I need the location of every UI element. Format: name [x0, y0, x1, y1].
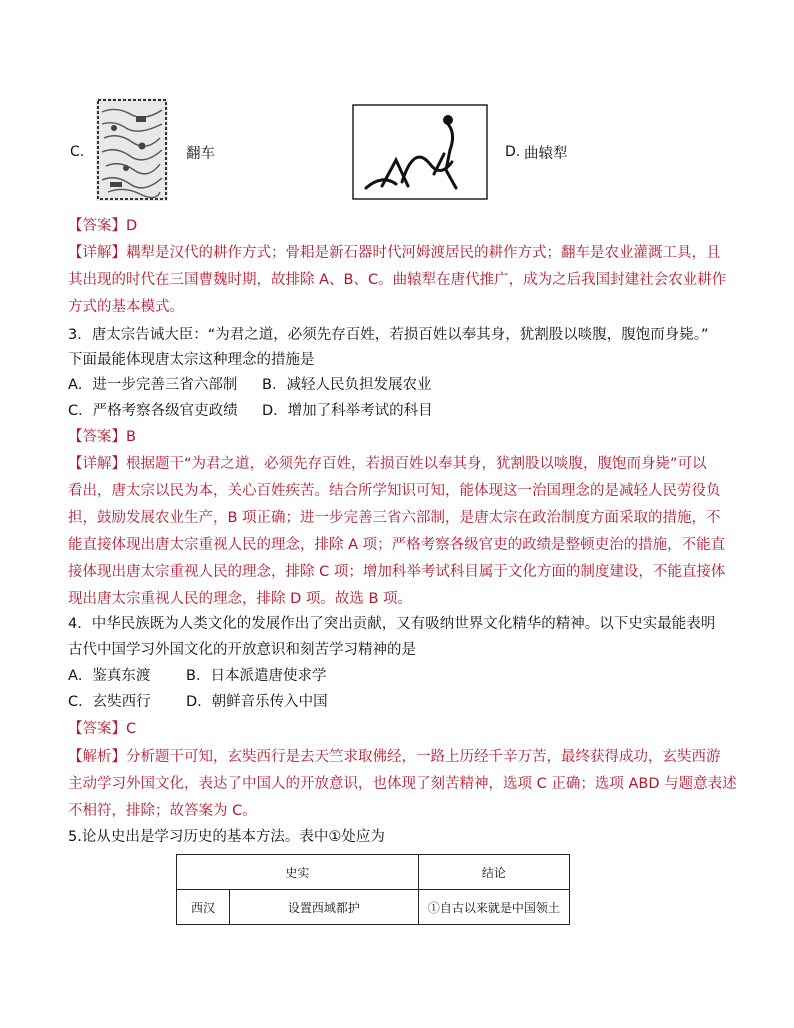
q2-explanation-line-1: [68, 240, 721, 266]
q3-stem-line-1: 3．唐太宗告诫大臣：“为君之道，必须先存百姓，若损百姓以奉其身，犹割股以啖腹，腹饱而身毙。”: [68, 327, 709, 343]
table-cell-dynasty: 西汉: [177, 890, 230, 925]
q3-stem-line-2: 下面最能体现唐太宗这种理念的措施是: [68, 352, 315, 368]
q4-explanation-line-2: 主动学习外国文化，表达了中国人的开放意识，也体现了刻苦精神，选项 C 正确；选项 ABD 与题意表述: [68, 776, 737, 792]
q3-explanation-line-6: 现出唐太宗重视人民的理念，排除 D 项。故选 B 项。: [68, 591, 413, 607]
q2-explanation-line-3: 方式的基本模式。: [68, 299, 184, 315]
q2-explanation-line-2: 其出现的时代在三国曹魏时期，故排除 A、B、C。曲辕犁在唐代推广，成为之后我国封建社会农业耕作: [68, 272, 727, 288]
q4-option-a: A．鉴真东渡: [68, 668, 151, 684]
q4-explanation-line-1: [68, 744, 721, 770]
q4-stem-line-2: 古代中国学习外国文化的开放意识和刻苦学习精神的是: [68, 642, 416, 658]
q3-explanation-line-1: [68, 451, 707, 477]
option-d-text: 曲辕犁: [524, 146, 568, 162]
q3-explanation-line-2: 看出，唐太宗以民为本，关心百姓疾苦。结合所学知识可知，能体现这一治国理念的是减轻人民劳役负: [68, 483, 721, 499]
q4-option-c: C．玄奘西行: [68, 694, 151, 710]
curved-plow-image: [352, 104, 488, 200]
q2-explanation-text: 耦犁是汉代的耕作方式；骨耜是新石器时代河姆渡居民的耕作方式；翻车是农业灌溉工具，且: [126, 245, 721, 261]
q3-answer: 【答案】B: [68, 429, 136, 445]
option-c-text: 翻车: [186, 146, 215, 162]
q4-stem-line-1: 4．中华民族既为人类文化的发展作出了突出贡献，又有吸纳世界文化精华的精神。以下史实最能表明: [68, 616, 716, 632]
history-table: [176, 854, 570, 925]
q5-stem: 5.论从史出是学习历史的基本方法。表中①处应为: [68, 829, 385, 845]
waterwheel-image: [96, 98, 168, 201]
q3-explanation-line-4: 能直接体现出唐太宗重视人民的理念，排除 A 项；严格考察各级官吏的政绩是整顿吏治的措施，不能直: [68, 537, 726, 553]
q2-answer: 【答案】D: [68, 218, 138, 234]
q3-explanation-label: 【详解】: [68, 456, 126, 472]
table-cell-conclusion: ①自古以来就是中国领土: [418, 890, 569, 925]
option-d-letter: D.: [505, 144, 521, 160]
table-header-row: [177, 855, 570, 890]
table-row: [177, 890, 570, 925]
q4-explanation-text: 分析题干可知，玄奘西行是去天竺求取佛经，一路上历经千辛万苦，最终获得成功，玄奘西游: [126, 749, 721, 765]
table-cell-fact: 设置西域都护: [230, 890, 419, 925]
option-c-letter: C.: [70, 144, 85, 160]
q3-option-a: A．进一步完善三省六部制: [68, 377, 238, 393]
q3-explanation-line-3: 担，鼓励发展农业生产，B 项正确；进一步完善三省六部制，是唐太宗在政治制度方面采取的措施，不: [68, 510, 721, 526]
q3-option-b: B．减轻人民负担发展农业: [262, 377, 432, 393]
q4-option-b: B．日本派遣唐使求学: [186, 668, 327, 684]
q4-explanation-label: 【解析】: [68, 749, 126, 765]
q3-explanation-line-5: 接体现出唐太宗重视人民的理念，排除 C 项；增加科举考试科目属于文化方面的制度建设，不能直接体: [68, 564, 726, 580]
table-header-facts: 史实: [177, 855, 419, 890]
q3-option-d: D．增加了科举考试的科目: [262, 403, 433, 419]
q4-explanation-line-3: 不相符，排除；故答案为 C。: [68, 803, 257, 819]
q4-option-d: D．朝鲜音乐传入中国: [186, 694, 328, 710]
q2-explanation-label: 【详解】: [68, 245, 126, 261]
q4-answer: 【答案】C: [68, 721, 137, 737]
table-header-conclusion: 结论: [418, 855, 569, 890]
q3-option-c: C．严格考察各级官吏政绩: [68, 403, 238, 419]
q3-explanation-text: 根据题干“为君之道，必须先存百姓，若损百姓以奉其身，犹割股以啖腹，腹饱而身毙”可以: [126, 456, 707, 472]
